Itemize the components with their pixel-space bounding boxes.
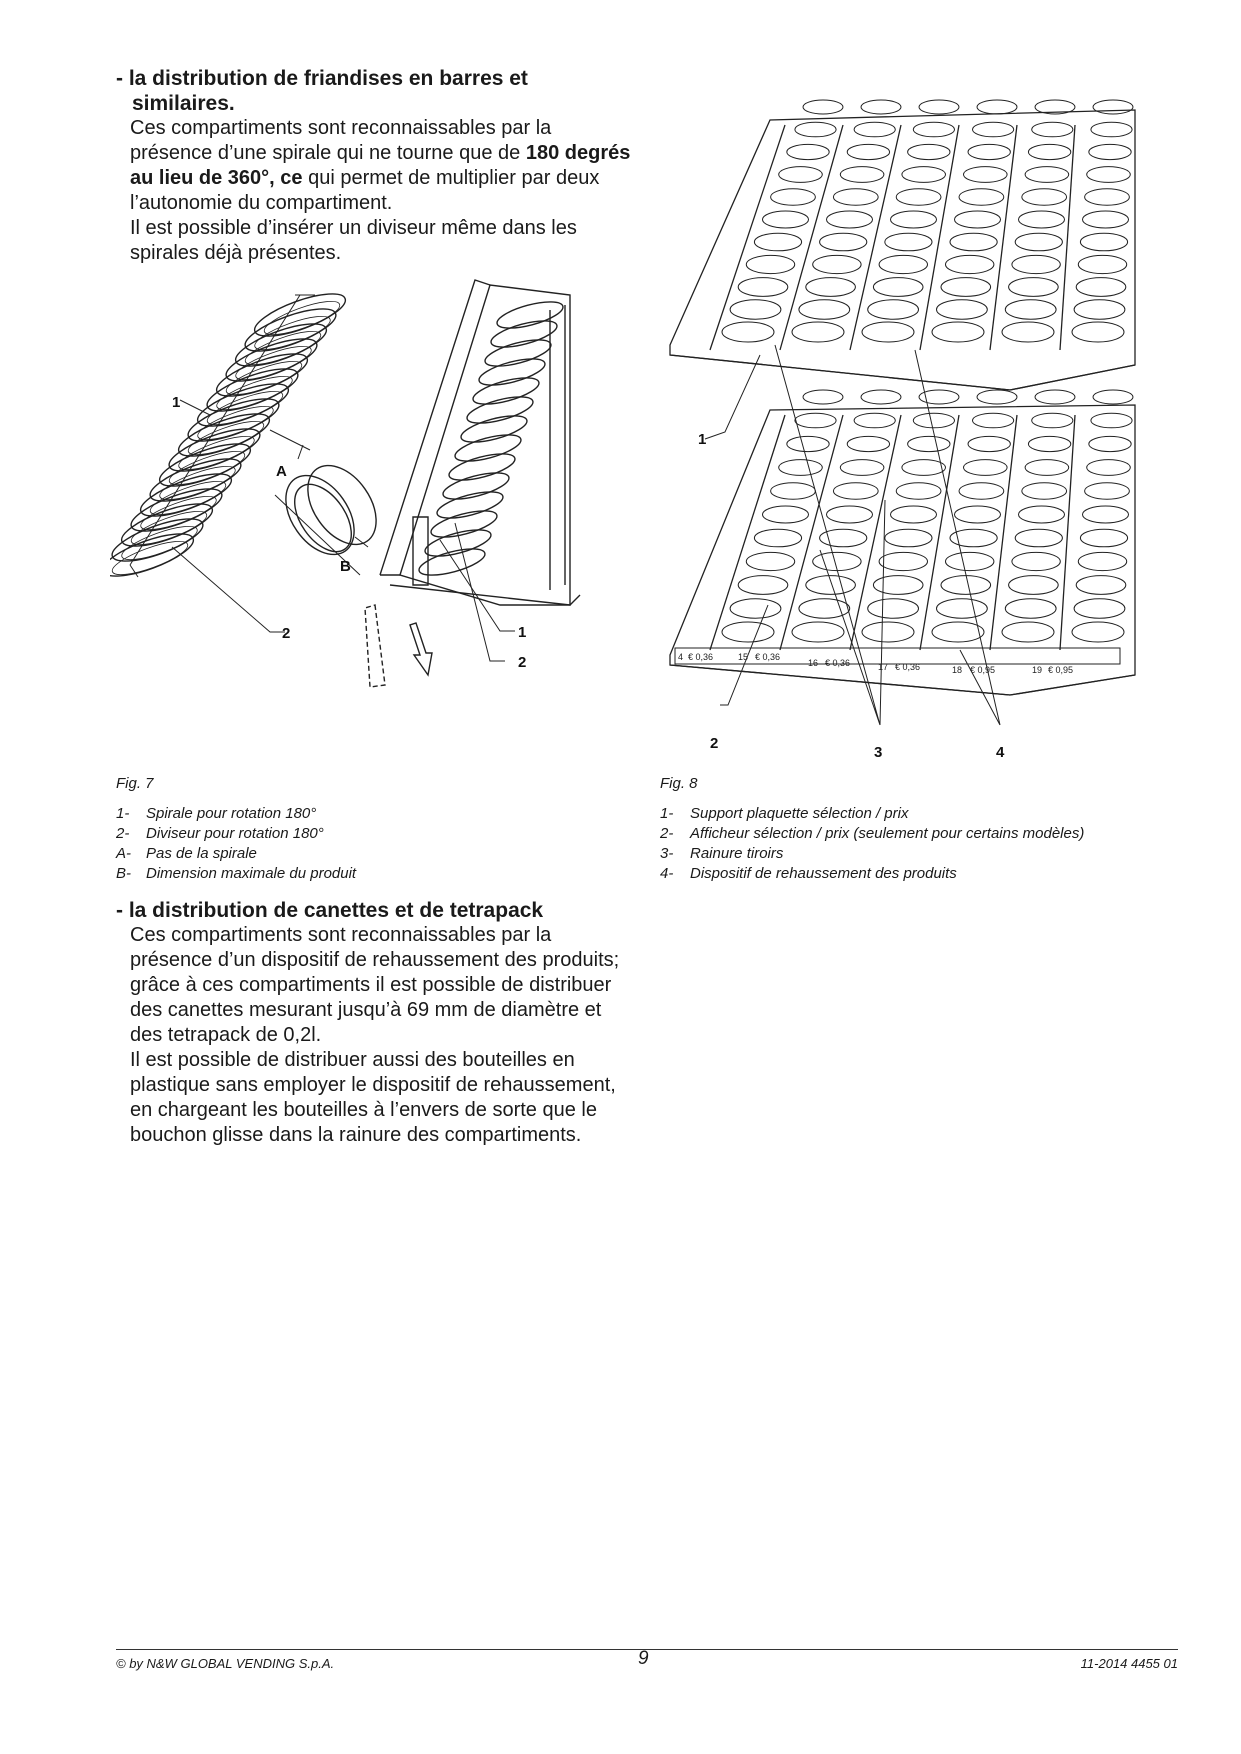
legend-item bbox=[116, 844, 356, 864]
price-tag-text: € 0,36 bbox=[825, 658, 851, 668]
tray-top-drawing bbox=[670, 100, 1135, 390]
price-tag-text: 17 bbox=[878, 662, 889, 672]
callout-4: 4 bbox=[996, 744, 1005, 761]
legend-text: Pas de la spirale bbox=[146, 845, 257, 862]
fig-8-legend bbox=[660, 804, 1084, 884]
section-body bbox=[116, 923, 636, 1148]
legend-text: Dimension maximale du produit bbox=[146, 865, 357, 882]
legend-item bbox=[660, 804, 1084, 824]
section-cans-tetrapack bbox=[116, 898, 636, 1148]
section-title: - la distribution de friandises en barres et similaires. bbox=[116, 67, 528, 115]
legend-key: 2- bbox=[116, 825, 130, 842]
callout-2: 2 bbox=[710, 735, 719, 752]
legend-item bbox=[116, 804, 356, 824]
paragraph-text: Ces compartiments sont reconnaissables par la présence d’une spirale qui ne tourne que de bbox=[130, 117, 552, 164]
callout-2: 2 bbox=[282, 625, 291, 642]
legend-key: 3- bbox=[660, 845, 674, 862]
legend-key: 4- bbox=[660, 865, 674, 882]
price-tag-text: 15 bbox=[738, 652, 749, 662]
legend-key: B- bbox=[116, 865, 131, 882]
paragraph bbox=[130, 116, 636, 216]
paragraph-text: qui permet de multiplier par deux l’autonomie du compartiment. bbox=[130, 167, 600, 214]
callout-B: B bbox=[340, 558, 351, 575]
legend-text: Rainure tiroirs bbox=[690, 845, 784, 862]
legend-item bbox=[116, 864, 356, 884]
callout-2-tray: 2 bbox=[518, 654, 527, 671]
price-tag-text: € 0,95 bbox=[970, 665, 996, 675]
legend-item bbox=[660, 844, 1084, 864]
callout-A: A bbox=[276, 463, 287, 480]
spiral-drawing bbox=[110, 285, 350, 584]
legend-text: Spirale pour rotation 180° bbox=[146, 805, 317, 822]
document-reference: 11-2014 4455 01 bbox=[1080, 1656, 1178, 1671]
price-tag-text: 19 bbox=[1032, 665, 1043, 675]
legend-key: 2- bbox=[660, 825, 674, 842]
legend-text: Diviseur pour rotation 180° bbox=[146, 825, 324, 842]
callout-1-tray: 1 bbox=[518, 624, 527, 641]
callout-1: 1 bbox=[698, 431, 707, 448]
legend-item bbox=[116, 824, 356, 844]
fig-8-label: Fig. 8 bbox=[660, 775, 698, 792]
price-tag-text: € 0,95 bbox=[1048, 665, 1074, 675]
legend-text: Support plaquette sélection / prix bbox=[690, 805, 909, 822]
legend-key: A- bbox=[116, 845, 131, 862]
fig-7-legend bbox=[116, 804, 356, 884]
price-tag-text: 16 bbox=[808, 658, 819, 668]
legend-text: Dispositif de rehaussement des produits bbox=[690, 865, 957, 882]
figure-7-illustration bbox=[110, 275, 640, 695]
price-tag-text: € 0,36 bbox=[895, 662, 921, 672]
paragraph: Il est possible de distribuer aussi des bouteilles en plastique sans employer le dispositif de rehaussement, en chargeant les bouteilles à l’envers de sorte que le bouchon glisse dans la rainure des compartiments. bbox=[130, 1049, 616, 1146]
paragraph-bold: 180 degrés au lieu de 360°, ce bbox=[130, 142, 631, 189]
figure-8-illustration bbox=[660, 65, 1180, 765]
callout-3: 3 bbox=[874, 744, 883, 761]
legend-item bbox=[660, 824, 1084, 844]
tray-drawing bbox=[365, 280, 580, 687]
legend-item bbox=[660, 864, 1084, 884]
price-tag-text: € 0,36 bbox=[688, 652, 714, 662]
paragraph: Ces compartiments sont reconnaissables par la présence d’un dispositif de rehaussement des produits; grâce à ces compartiments il est possible de distribuer des canettes mesurant jusqu’à 69 mm de diamètre et des tetrapack de 0,2l. bbox=[130, 924, 620, 1046]
legend-text: Afficheur sélection / prix (seulement pour certains modèles) bbox=[690, 825, 1085, 842]
paragraph: Il est possible d’insérer un diviseur même dans les spirales déjà présentes. bbox=[130, 217, 577, 264]
tray-bottom-drawing bbox=[670, 390, 1135, 695]
legend-key: 1- bbox=[660, 805, 674, 822]
section-body bbox=[116, 116, 636, 266]
price-tag-text: 4 bbox=[678, 652, 684, 662]
price-tag-text: 18 bbox=[952, 665, 963, 675]
footer-copyright: © by N&W GLOBAL VENDING S.p.A. bbox=[116, 1656, 335, 1671]
price-tag-text: € 0,36 bbox=[755, 652, 781, 662]
callout-1: 1 bbox=[172, 394, 181, 411]
fig-7-label: Fig. 7 bbox=[116, 775, 154, 792]
divider-drawing bbox=[270, 430, 390, 575]
section-title: - la distribution de canettes et de tetrapack bbox=[116, 899, 544, 922]
legend-key: 1- bbox=[116, 805, 130, 822]
page-number: 9 bbox=[638, 1648, 649, 1669]
section-bar-snacks bbox=[116, 66, 636, 266]
